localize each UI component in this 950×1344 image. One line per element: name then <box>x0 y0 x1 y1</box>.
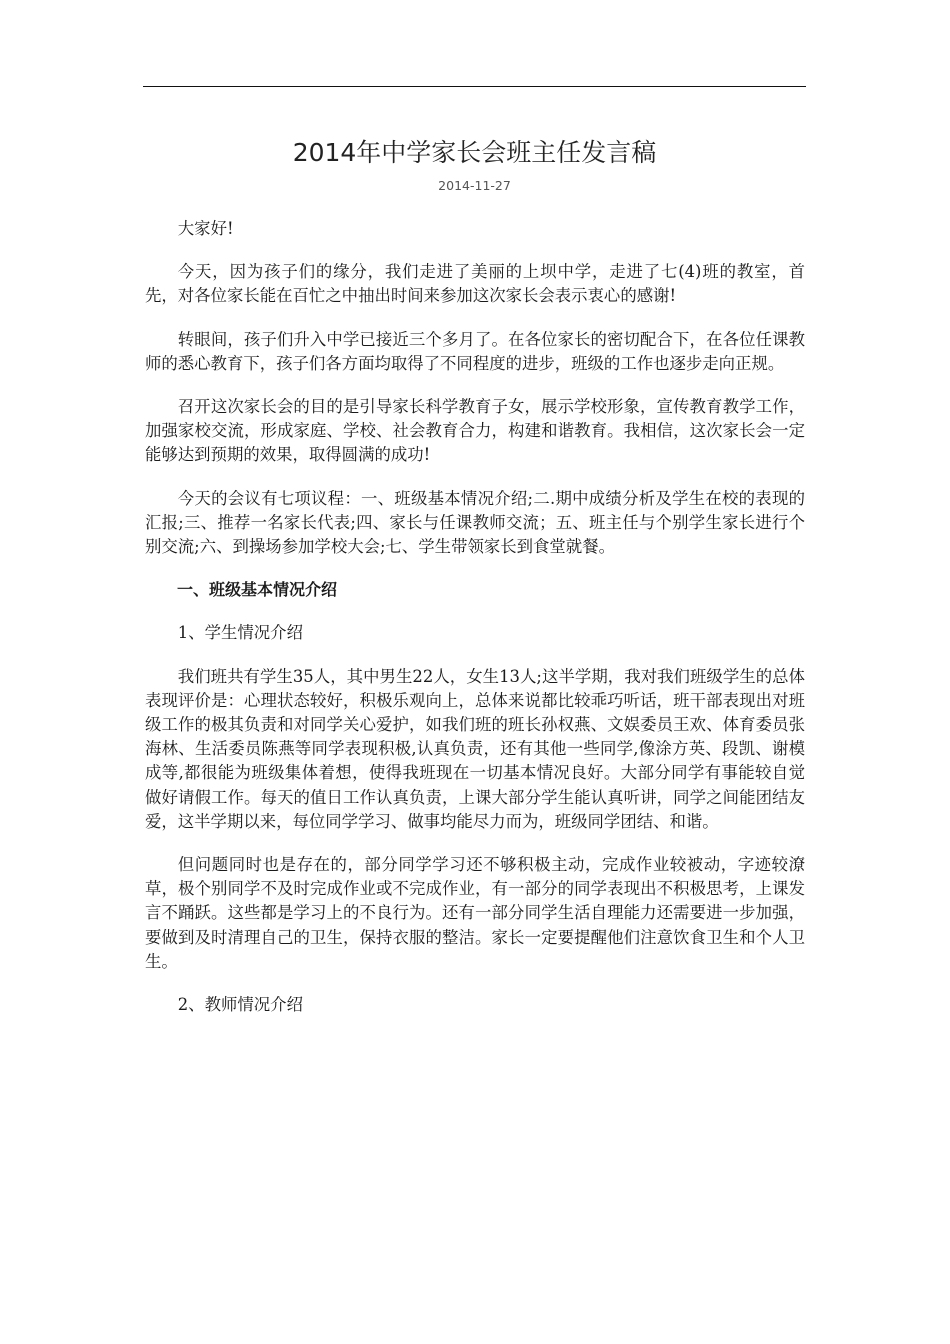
greeting-paragraph: 大家好! <box>177 219 234 238</box>
problems-paragraph: 但问题同时也是存在的，部分同学学习还不够积极主动，完成作业较被动，字迹较潦草，极个别同学不及时完成作业或不完成作业，有一部分的同学表现出不积极思考，上课发言不踊跃。这些都是学习上的不良行为。还有一部分同学生活自理能力还需要进一步加强，要做到及时清理自己的卫生，保持衣服的整洁。家长一定要提醒他们注意饮食卫生和个人卫生。 <box>145 855 805 971</box>
document-date: 2014-11-27 <box>438 178 511 193</box>
document-body <box>145 217 805 1036</box>
header-rule <box>143 86 806 87</box>
progress-paragraph: 转眼间，孩子们升入中学已接近三个多月了。在各位家长的密切配合下，在各位任课教师的悉心教育下，孩子们各方面均取得了不同程度的进步，班级的工作也逐步走向正规。 <box>145 329 805 373</box>
purpose-paragraph: 召开这次家长会的目的是引导家长科学教育子女，展示学校形象，宣传教育教学工作，加强家校交流，形成家庭、学校、社会教育合力，构建和谐教育。我相信，这次家长会一定能够达到预期的效果，取得圆满的成功! <box>145 397 805 465</box>
agenda-paragraph: 今天的会议有七项议程：一、班级基本情况介绍;二.期中成绩分析及学生在校的表现的汇报;三、推荐一名家长代表;四、家长与任课教师交流；五、班主任与个别学生家长进行个别交流;六、到操场参加学校大会;七、学生带领家长到食堂就餐。 <box>145 488 805 557</box>
subheading-students: 1、学生情况介绍 <box>177 623 303 643</box>
subheading-teachers: 2、教师情况介绍 <box>177 995 303 1015</box>
section-heading-class-overview: 一、班级基本情况介绍 <box>177 580 338 600</box>
intro-paragraph: 今天，因为孩子们的缘分，我们走进了美丽的上坝中学，走进了七(4)班的教室，首先，对各位家长能在百忙之中抽出时间来参加这次家长会表示衷心的感谢! <box>145 262 805 306</box>
document-title: 2014年中学家长会班主任发言稿 <box>292 138 657 167</box>
students-paragraph: 我们班共有学生35人，其中男生22人，女生13人;这半学期，我对我们班级学生的总体表现评价是：心理状态较好，积极乐观向上，总体来说都比较乖巧听话，班干部表现出对班级工作的极其负责和对同学关心爱护，如我们班的班长孙权燕、文娱委员王欢、体育委员张海林、生活委员陈燕等同学表现积极,认真负责，还有其他一些同学,像涂方英、段凯、谢模成等,都很能为班级集体着想，使得我班现在一切基本情况良好。大部分同学有事能较自觉做好请假工作。每天的值日工作认真负责，上课大部分学生能认真听讲，同学之间能团结友爱，这半学期以来，每位同学学习、做事均能尽力而为，班级同学团结、和谐。 <box>145 666 805 831</box>
